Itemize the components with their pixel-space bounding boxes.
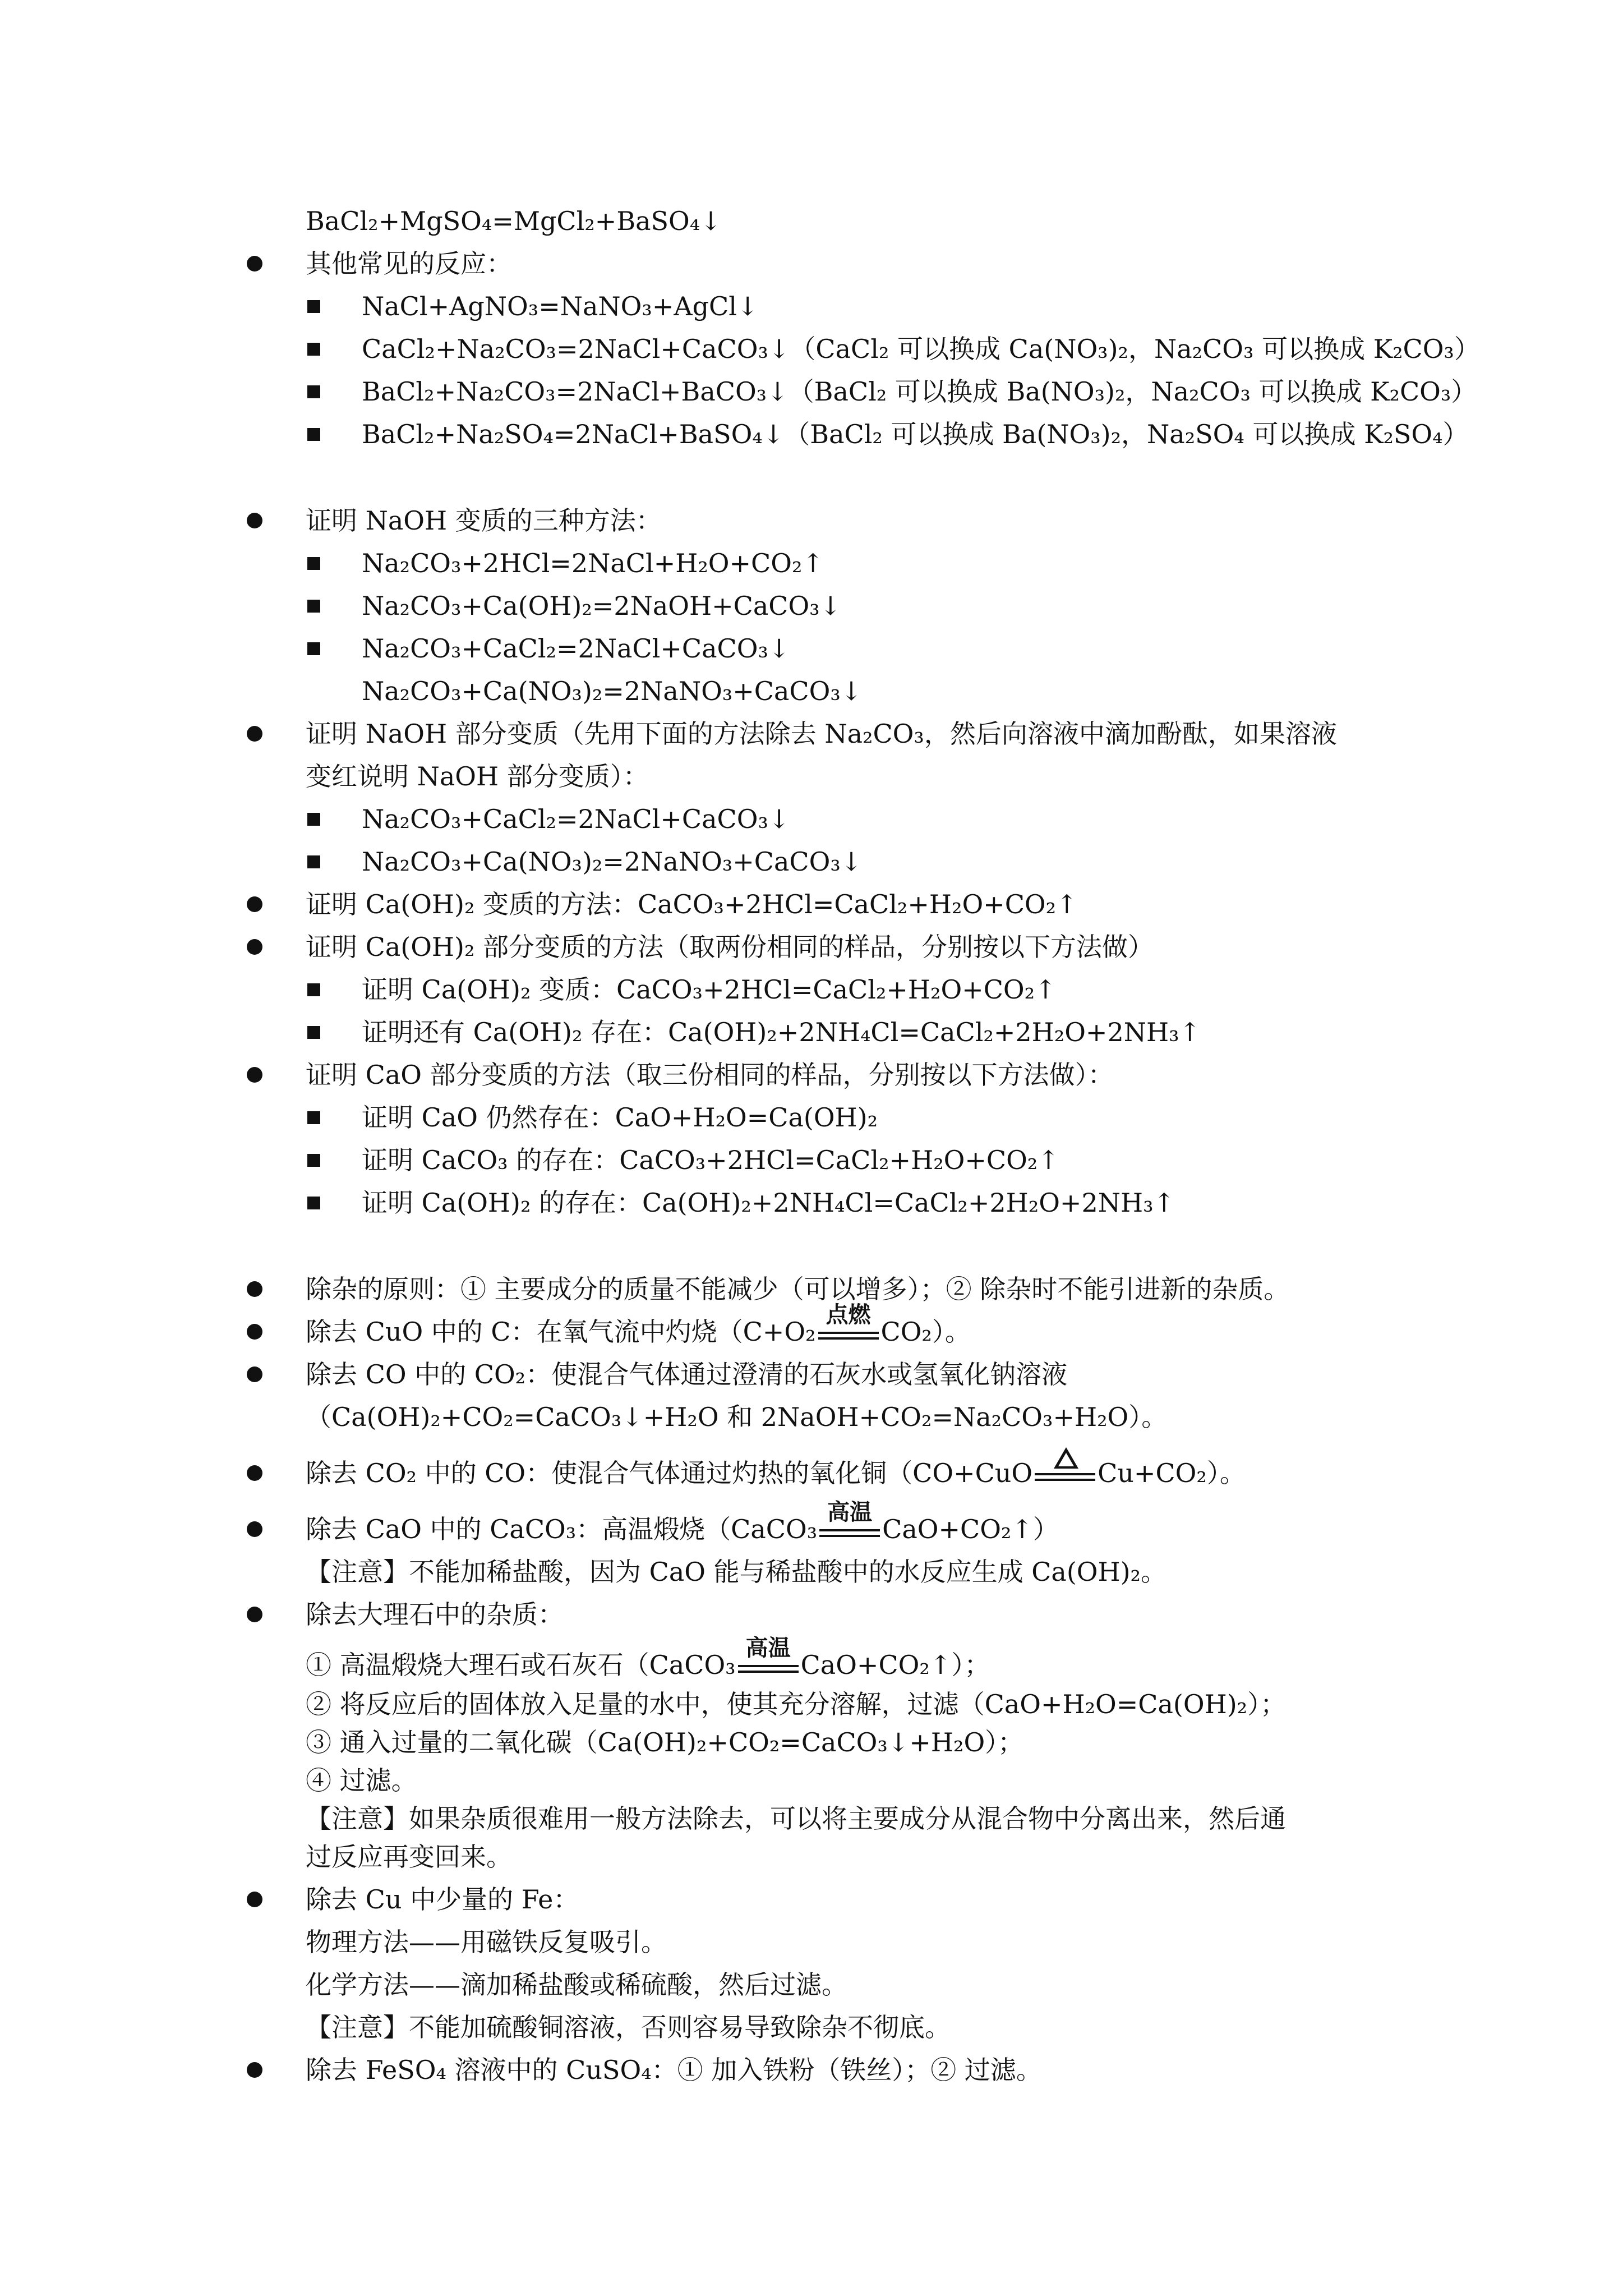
step-text: ④ 过滤。: [306, 1765, 417, 1796]
note-text: 过反应再变回来。: [306, 1842, 512, 1872]
step-text: ③ 通入过量的二氧化碳（Ca(OH)₂+CO₂=CaCO₃↓+H₂O）；: [306, 1727, 1024, 1757]
square-bullet-icon: [307, 642, 320, 655]
text-line: [0, 670, 1623, 712]
bullet-dot-icon: [247, 1366, 262, 1382]
text-line: [0, 1835, 1623, 1878]
bullet-dot-icon: [247, 939, 262, 955]
item-text: 证明 CaO 部分变质的方法（取三份相同的样品，分别按以下方法做）：: [306, 1060, 1114, 1090]
equation: Na₂CO₃+2HCl=2NaCl+H₂O+CO₂↑: [362, 548, 824, 578]
text-line: [0, 1759, 1623, 1802]
square-bullet-icon: [307, 1111, 320, 1124]
square-bullet-icon: [307, 600, 320, 613]
item-text: 除去 Cu 中少量的 Fe：: [306, 1884, 579, 1915]
text-segment: CO₂）。: [880, 1317, 971, 1347]
sub-item: [0, 328, 1623, 370]
square-bullet-icon: [307, 385, 320, 398]
sub-item: [0, 627, 1623, 670]
equation: Na₂CO₃+CaCl₂=2NaCl+CaCO₃↓: [362, 804, 790, 834]
square-bullet-icon: [307, 428, 320, 441]
item-text: [306, 1302, 971, 1353]
double-bar-top: [819, 1529, 880, 1531]
item-text: 证明 NaOH 变质的三种方法：: [306, 505, 662, 536]
bullet-dot-icon: [247, 1067, 262, 1083]
bullet-dot-icon: [247, 726, 262, 742]
bullet-dot-icon: [247, 256, 262, 272]
item-text: 变红说明 NaOH 部分变质）：: [306, 761, 649, 792]
sub-item: [0, 798, 1623, 840]
double-bar-bottom: [738, 1671, 799, 1673]
item-text: 除去大理石中的杂质：: [306, 1599, 564, 1630]
text-line: [0, 1921, 1623, 1963]
sub-item: [0, 585, 1623, 627]
double-bar-top: [738, 1665, 799, 1667]
bullet-dot-icon: [247, 1521, 262, 1537]
bullet-item: [0, 1053, 1623, 1096]
text-line: [0, 2006, 1623, 2049]
equation: NaCl+AgNO₃=NaNO₃+AgCl↓: [362, 291, 759, 321]
bullet-dot-icon: [247, 1892, 262, 1907]
bullet-dot-icon: [247, 1281, 262, 1297]
bullet-item: [0, 1268, 1623, 1310]
bullet-dot-icon: [247, 1465, 262, 1481]
bullet-item: [0, 1353, 1623, 1396]
bullet-dot-icon: [247, 2062, 262, 2078]
reaction-condition-sign: [736, 1635, 801, 1686]
square-bullet-icon: [307, 343, 320, 356]
item-text: 物理方法——用磁铁反复吸引。: [306, 1927, 667, 1957]
note-text: 【注意】不能加稀盐酸，因为 CaO 能与稀盐酸中的水反应生成 Ca(OH)₂。: [306, 1557, 1166, 1587]
text-segment: 除去 CuO 中的 C：在氧气流中灼烧（C+O₂: [306, 1317, 816, 1347]
note-text: 【注意】如果杂质很难用一般方法除去，可以将主要成分从混合物中分离出来，然后通: [306, 1803, 1286, 1834]
sub-item: [0, 840, 1623, 883]
sub-item: [0, 542, 1623, 585]
equation: Na₂CO₃+Ca(OH)₂=2NaOH+CaCO₃↓: [362, 591, 842, 621]
sub-item: [0, 370, 1623, 413]
text-segment: Cu+CO₂）。: [1098, 1458, 1246, 1488]
bullet-dot-icon: [247, 513, 262, 528]
double-bar-top: [1035, 1473, 1095, 1475]
bullet-item: [0, 1452, 1623, 1494]
bullet-item: [0, 1593, 1623, 1636]
equation: BaCl₂+Na₂SO₄=2NaCl+BaSO₄↓（BaCl₂ 可以换成 Ba(NO₃)₂，Na₂SO₄ 可以换成 K₂SO₄）: [362, 419, 1469, 449]
square-bullet-icon: [307, 855, 320, 868]
item-text: [306, 1452, 1246, 1494]
item-text: 证明 Ca(OH)₂ 变质的方法：CaCO₃+2HCl=CaCl₂+H₂O+CO₂↑: [306, 889, 1078, 919]
equation: Na₂CO₃+Ca(NO₃)₂=2NaNO₃+CaCO₃↓: [362, 846, 863, 877]
equation: （Ca(OH)₂+CO₂=CaCO₃↓+H₂O 和 2NaOH+CO₂=Na₂CO₃+H₂O）。: [306, 1402, 1168, 1432]
text-line: [0, 1635, 1623, 1686]
sub-item: [0, 413, 1623, 455]
square-bullet-icon: [307, 557, 320, 570]
text-line: [0, 1721, 1623, 1764]
sub-item: [0, 1181, 1623, 1224]
double-bar-bottom: [819, 1535, 880, 1537]
bullet-item: [0, 926, 1623, 968]
reaction-condition-sign: [816, 1302, 881, 1353]
equation: CaCl₂+Na₂CO₃=2NaCl+CaCO₃↓（CaCl₂ 可以换成 Ca(NO₃)₂，Na₂CO₃ 可以换成 K₂CO₃）: [362, 334, 1480, 364]
equation: Na₂CO₃+CaCl₂=2NaCl+CaCO₃↓: [362, 633, 790, 664]
square-bullet-icon: [307, 813, 320, 826]
item-text: 除杂的原则：① 主要成分的质量不能减少（可以增多）；② 除杂时不能引进新的杂质。: [306, 1274, 1290, 1304]
text-segment: 除去 CO₂ 中的 CO：使混合气体通过灼热的氧化铜（CO+CuO: [306, 1458, 1033, 1488]
item-text: 证明 CaCO₃ 的存在：CaCO₃+2HCl=CaCl₂+H₂O+CO₂↑: [362, 1145, 1059, 1175]
square-bullet-icon: [307, 983, 320, 996]
item-text: 证明 CaO 仍然存在：CaO+H₂O=Ca(OH)₂: [362, 1102, 878, 1133]
bullet-item: [0, 499, 1623, 542]
bullet-item: [0, 883, 1623, 926]
text-segment: CaO+CO₂↑）；: [800, 1650, 990, 1680]
bullet-dot-icon: [247, 1607, 262, 1622]
equation: BaCl₂+MgSO₄=MgCl₂+BaSO₄↓: [306, 206, 722, 236]
item-text: 其他常见的反应：: [306, 249, 512, 279]
sub-item: [0, 1011, 1623, 1053]
sub-item: [0, 1096, 1623, 1139]
text-line: [0, 1550, 1623, 1593]
bullet-item: [0, 1878, 1623, 1921]
reaction-condition-sign: [1032, 1452, 1098, 1494]
bullet-item: [0, 1499, 1623, 1550]
bullet-dot-icon: [247, 1324, 262, 1340]
bullet-item: [0, 712, 1623, 755]
condition-label: 点燃: [826, 1302, 871, 1328]
equation: Na₂CO₃+Ca(NO₃)₂=2NaNO₃+CaCO₃↓: [362, 676, 863, 706]
item-text: [306, 1499, 1059, 1550]
bullet-item: [0, 2049, 1623, 2091]
item-text: 证明 Ca(OH)₂ 的存在：Ca(OH)₂+2NH₄Cl=CaCl₂+2H₂O+2NH₃↑: [362, 1188, 1175, 1218]
text-line: [0, 200, 1623, 242]
note-text: 【注意】不能加硫酸铜溶液，否则容易导致除杂不彻底。: [306, 2012, 951, 2042]
text-segment: CaO+CO₂↑）: [882, 1514, 1059, 1544]
square-bullet-icon: [307, 1026, 320, 1039]
text-line: [0, 1683, 1623, 1726]
sub-item: [0, 968, 1623, 1011]
sub-item: [0, 285, 1623, 328]
item-text: 证明 Ca(OH)₂ 部分变质的方法（取两份相同的样品，分别按以下方法做）: [306, 932, 1154, 962]
double-bar-bottom: [818, 1337, 879, 1340]
text-line: [0, 1396, 1623, 1438]
text-segment: ① 高温煅烧大理石或石灰石（CaCO₃: [306, 1650, 736, 1680]
text-line: [0, 1797, 1623, 1840]
text-segment: 除去 CaO 中的 CaCO₃：高温煅烧（CaCO₃: [306, 1514, 818, 1544]
double-bar-bottom: [1035, 1479, 1095, 1481]
text-line: [0, 1963, 1623, 2006]
square-bullet-icon: [307, 300, 320, 313]
step-text: [306, 1635, 990, 1686]
reaction-condition-sign: [817, 1499, 882, 1550]
item-text: 证明 NaOH 部分变质（先用下面的方法除去 Na₂CO₃，然后向溶液中滴加酚酞，如果溶液: [306, 719, 1337, 749]
square-bullet-icon: [307, 1154, 320, 1167]
bullet-item: [0, 242, 1623, 285]
item-text: 化学方法——滴加稀盐酸或稀硫酸，然后过滤。: [306, 1970, 847, 2000]
bullet-dot-icon: [247, 896, 262, 912]
item-text: 证明 Ca(OH)₂ 变质：CaCO₃+2HCl=CaCl₂+H₂O+CO₂↑: [362, 974, 1057, 1005]
double-bar-top: [818, 1332, 879, 1334]
equation: BaCl₂+Na₂CO₃=2NaCl+BaCO₃↓（BaCl₂ 可以换成 Ba(NO₃)₂，Na₂CO₃ 可以换成 K₂CO₃）: [362, 376, 1477, 407]
square-bullet-icon: [307, 1197, 320, 1209]
step-text: ② 将反应后的固体放入足量的水中，使其充分溶解，过滤（CaO+H₂O=Ca(OH)₂）；: [306, 1689, 1287, 1719]
item-text: 除去 FeSO₄ 溶液中的 CuSO₄：① 加入铁粉（铁丝）；② 过滤。: [306, 2055, 1042, 2085]
item-text: 证明还有 Ca(OH)₂ 存在：Ca(OH)₂+2NH₄Cl=CaCl₂+2H₂O+2NH₃↑: [362, 1017, 1201, 1047]
condition-label: 高温: [827, 1499, 873, 1525]
bullet-item: [0, 1302, 1623, 1353]
sub-item: [0, 1139, 1623, 1181]
condition-label: 高温: [745, 1635, 791, 1661]
text-line: [0, 755, 1623, 798]
item-text: 除去 CO 中的 CO₂：使混合气体通过澄清的石灰水或氢氧化钠溶液: [306, 1359, 1068, 1389]
heat-triangle-icon: [1054, 1447, 1078, 1469]
